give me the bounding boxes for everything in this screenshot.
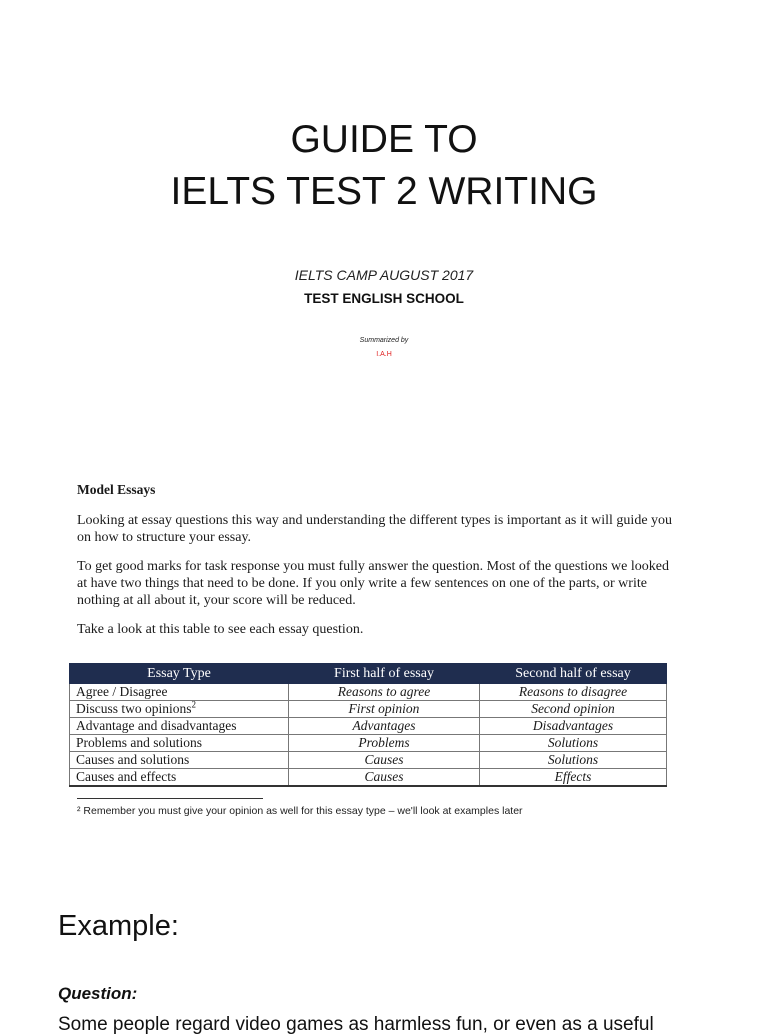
table-cell: Disadvantages — [480, 718, 667, 735]
table-cell: Advantages — [289, 718, 480, 735]
table-row — [70, 769, 667, 787]
camp-subtitle: IELTS CAMP AUGUST 2017 — [294, 267, 474, 283]
table-cell: Problems — [289, 735, 480, 752]
table-cell: Causes — [289, 769, 480, 787]
table-header-row — [70, 664, 667, 684]
summarized-by-label: Summarized by — [359, 337, 409, 344]
table-row — [70, 735, 667, 752]
model-essays-excerpt — [77, 482, 677, 650]
table-cell: Advantage and disadvantages — [70, 718, 289, 735]
table-header: Second half of essay — [480, 664, 667, 684]
title-line-1: GUIDE TO — [290, 118, 478, 161]
table-row — [70, 701, 667, 718]
title-line-2: IELTS TEST 2 WRITING — [170, 170, 598, 213]
table-row — [70, 752, 667, 769]
essay-types-table — [69, 663, 667, 787]
excerpt-paragraph-2: To get good marks for task response you must fully answer the question. Most of the questions we looked at have two things that need to be done. If you only write a few sentences on one of the parts, or write nothing at all about it, your score will be reduced. — [77, 559, 669, 608]
school-name: TEST ENGLISH SCHOOL — [304, 291, 464, 306]
excerpt-paragraph-1: Looking at essay questions this way and understanding the different types is important as it will guide you on how to structure your essay. — [77, 513, 673, 545]
footnote: ² Remember you must give your opinion as well for this essay type – we'll look at examples later — [77, 805, 523, 817]
table-row — [70, 684, 667, 701]
page-title — [0, 114, 768, 218]
table-header: Essay Type — [70, 664, 289, 684]
footnote-marker: 2 — [191, 699, 197, 710]
question-text: Some people regard video games as harmless fun, or even as a useful — [58, 1014, 654, 1035]
table-cell: Reasons to disagree — [480, 684, 667, 701]
table-cell: Agree / Disagree — [70, 684, 289, 701]
table-row — [70, 718, 667, 735]
author-initials: I.A.H — [376, 351, 392, 358]
table-cell: Problems and solutions — [70, 735, 289, 752]
table-cell: Second opinion — [480, 701, 667, 718]
table-cell: Causes and solutions — [70, 752, 289, 769]
footnote-divider — [77, 798, 263, 799]
question-label: Question: — [58, 984, 138, 1003]
example-heading: Example: — [58, 910, 179, 942]
table-cell: Solutions — [480, 735, 667, 752]
table-cell — [70, 701, 289, 718]
excerpt-heading: Model Essays — [77, 482, 156, 497]
table-cell: Effects — [480, 769, 667, 787]
table-cell: First opinion — [289, 701, 480, 718]
table-header: First half of essay — [289, 664, 480, 684]
table-cell: Causes and effects — [70, 769, 289, 787]
table-cell: Causes — [289, 752, 480, 769]
table-cell: Solutions — [480, 752, 667, 769]
table-cell-text: Discuss two opinions — [76, 701, 192, 716]
table-cell: Reasons to agree — [289, 684, 480, 701]
excerpt-paragraph-3: Take a look at this table to see each essay question. — [77, 622, 364, 637]
